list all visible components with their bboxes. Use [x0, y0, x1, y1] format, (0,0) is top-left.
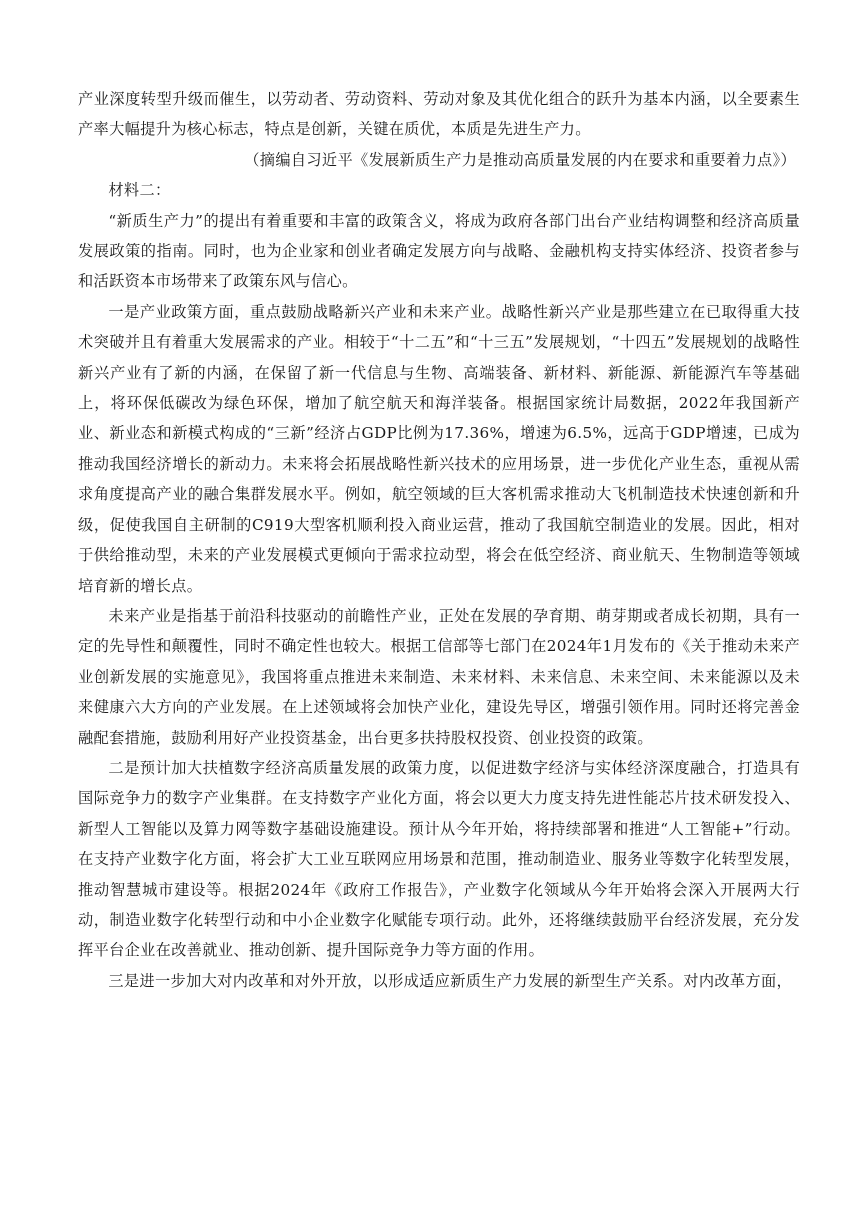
paragraph-reform-opening: 三是进一步加大对内改革和对外开放，以形成适应新质生产力发展的新型生产关系。对内改革方面， [108, 971, 793, 990]
material-two-heading: 材料二： [108, 181, 171, 200]
paragraph-intro: “新质生产力”的提出有着重要和丰富的政策含义，将成为政府各部门出台产业结构调整和经济高质量发展政策的指南。同时，也为企业家和创业者确定发展方向与战略、金融机构支持实体经济、投资者参与和活跃资本市场带来了政策东风与信心。 [78, 211, 800, 291]
source-citation: （摘编自习近平《发展新质生产力是推动高质量发展的内在要求和重要着力点》） [244, 150, 796, 169]
paragraph-future-industries: 未来产业是指基于前沿科技驱动的前瞻性产业，正处在发展的孕育期、萌芽期或者成长初期，具有一定的先导性和颠覆性，同时不确定性也较大。根据工信部等七部门在2024年1月发布的《关于推动未来产业创新发展的实施意见》，我国将重点推进未来制造、未来材料、未来信息、未来空间、未来能源以及未来健康六大方向的产业发展。在上述领域将会加快产业化，建设先导区，增强引领作用。同时还将完善金融配套措施，鼓励利用好产业投资基金，出台更多扶持股权投资、创业投资的政策。 [78, 606, 800, 747]
paragraph-industry-policy: 一是产业政策方面，重点鼓励战略新兴产业和未来产业。战略性新兴产业是那些建立在已取得重大技术突破并且有着重大发展需求的产业。相较于“十二五”和“十三五”发展规划，“十四五”发展规划的战略性新兴产业有了新的内涵，在保留了新一代信息与生物、高端装备、新材料、新能源、新能源汽车等基础上，将环保低碳改为绿色环保，增加了航空航天和海洋装备。根据国家统计局数据，2022年我国新产业、新业态和新模式构成的“三新”经济占GDP比例为17.36%，增速为6.5%，远高于GDP增速，已成为推动我国经济增长的新动力。未来将会拓展战略性新兴技术的应用场景，进一步优化产业生态，重视从需求角度提高产业的融合集群发展水平。例如，航空领域的巨大客机需求推动大飞机制造技术快速创新和升级，促使我国自主研制的C919大型客机顺利投入商业运营，推动了我国航空制造业的发展。因此，相对于供给推动型，未来的产业发展模式更倾向于需求拉动型，将会在低空经济、商业航天、生物制造等领域培育新的增长点。 [78, 302, 800, 595]
paragraph-digital-economy: 二是预计加大扶植数字经济高质量发展的政策力度，以促进数字经济与实体经济深度融合，打造具有国际竞争力的数字产业集群。在支持数字产业化方面，将会以更大力度支持先进性能芯片技术研发投入、新型人工智能以及算力网等数字基础设施建设。预计从今年开始，将持续部署和推进“人工智能+”行动。在支持产业数字化方面，将会扩大工业互联网应用场景和范围，推动制造业、服务业等数字化转型发展，推动智慧城市建设等。根据2024年《政府工作报告》，产业数字化领域从今年开始将会深入开展两大行动，制造业数字化转型行动和中小企业数字化赋能专项行动。此外，还将继续鼓励平台经济发展，充分发挥平台企业在改善就业、推动创新、提升国际竞争力等方面的作用。 [78, 758, 800, 960]
paragraph-continued: 产业深度转型升级而催生，以劳动者、劳动资料、劳动对象及其优化组合的跃升为基本内涵，以全要素生产率大幅提升为核心标志，特点是创新，关键在质优，本质是先进生产力。 [78, 90, 800, 139]
document-body [78, 84, 800, 996]
